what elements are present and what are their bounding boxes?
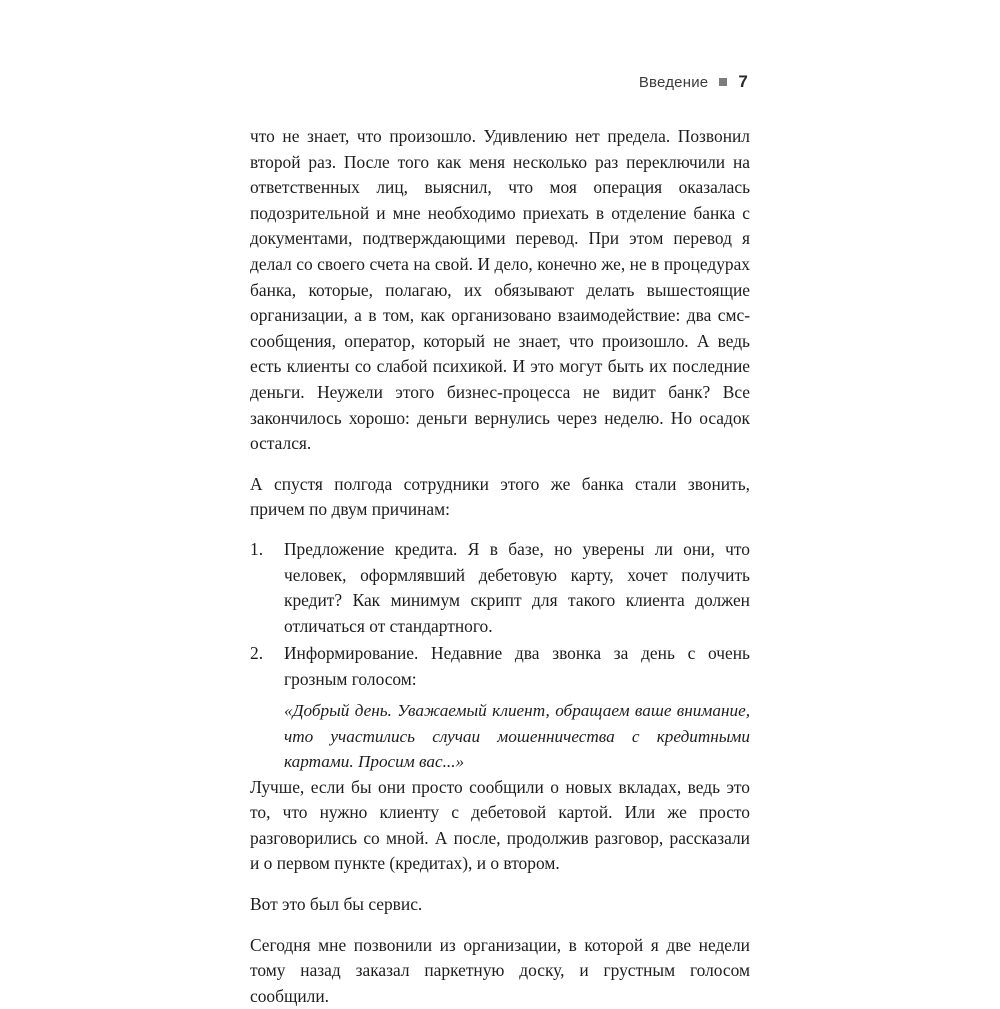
paragraph-4: Вот это был бы сервис.: [250, 894, 423, 915]
paragraph-1: что не знает, что произошло. Удивлению нет предела. Позвонил второй раз. После того как меня несколько раз переключили на ответственных лиц, выяснил, что моя операция оказалась подозрительной и мне необходимо приехать в отделение банка с документами, подтверждающими перевод. При этом перевод я делал со своего счета на свой. И дело, конечно же, не в процедурах банка, которые, полагаю, их обязывают делать вышестоящие организации, а в том, как организовано взаимодействие: два смс-сообщения, оператор, который не знает, что произошло. А ведь есть клиенты со слабой психикой. И это могут быть их последние деньги. Неужели этого бизнес-процесса не видит банк? Все закончилось хорошо: деньги вернулись через неделю. Но осадок остался.: [250, 126, 750, 454]
paragraph-2: А спустя полгода сотрудники этого же банка стали звонить, причем по двум причинам:: [250, 473, 750, 520]
text-column: [250, 124, 750, 1009]
square-bullet-icon: [719, 78, 727, 86]
list-item: [250, 641, 750, 692]
list-item: [250, 537, 750, 639]
numbered-list: [250, 537, 750, 693]
running-head-chapter: Введение: [638, 73, 709, 91]
list-item-marker: 2.: [250, 643, 264, 664]
list-item-marker: 1.: [250, 538, 264, 559]
quote-text: «Добрый день. Уважаемый клиент, обращаем ваше внимание, что участились случаи мошенничества с кредитными картами. Просим вас...»: [284, 701, 750, 772]
running-head: [639, 72, 748, 92]
list-item-text: Предложение кредита. Я в базе, но уверены ли они, что человек, оформлявший дебетовую карту, хочет получить кредит? Как минимум скрипт для такого клиента должен отличаться от стандартного.: [284, 538, 750, 636]
paragraph-3: Лучше, если бы они просто сообщили о новых вкладах, ведь это то, что нужно клиенту с дебетовой картой. Или же просто разговорились со мной. А после, продолжив разговор, рассказали и о первом пункте (кредитах), и о втором.: [250, 776, 750, 874]
page-number: 7: [738, 72, 748, 91]
paragraph-5: Сегодня мне позвонили из организации, в которой я две недели тому назад заказал паркетную доску, и грустным голосом сообщили.: [250, 934, 750, 1006]
list-item-text: Информирование. Недавние два звонка за день с очень грозным голосом:: [284, 643, 750, 689]
inset-quote: [284, 698, 750, 774]
